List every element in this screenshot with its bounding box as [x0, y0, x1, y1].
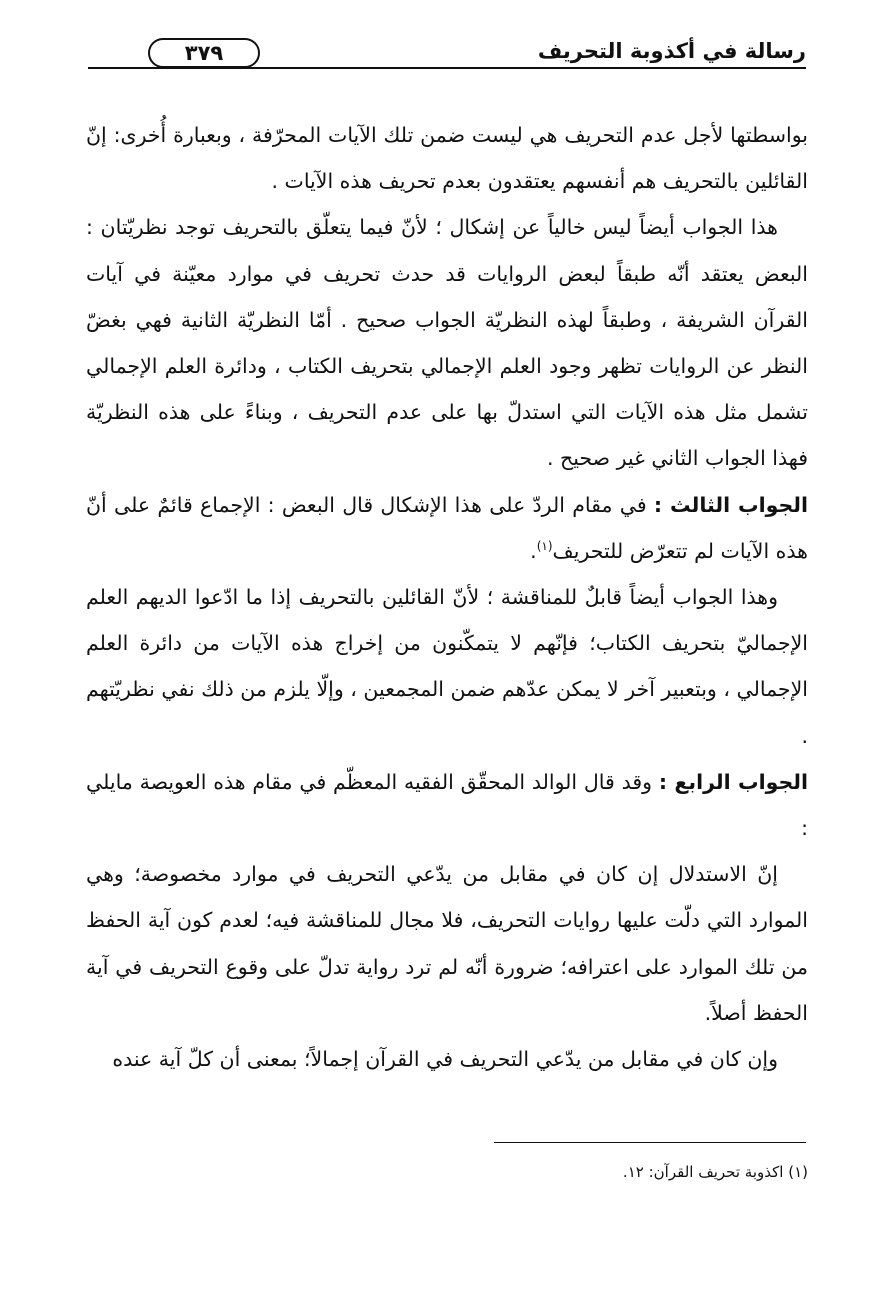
footnote-marker: (١) [536, 539, 553, 553]
third-answer-heading: الجواب الثالث : [653, 492, 808, 517]
page-header [88, 36, 806, 76]
footnote-1: (١) اكذوبة تحريف القرآن: ١٢. [622, 1163, 808, 1181]
paragraph-6: إنّ الاستدلال إن كان في مقابل من يدّعي التحريف في موارد مخصوصة؛ وهي الموارد التي دلّت عليها روايات التحريف، فلا مجال للمناقشة فيه؛ لعدم كون آية الحفظ من تلك الموارد على اعترافه؛ ضرورة أنّه لم ترد رواية تدلّ على وقوع التحريف في آية الحفظ أصلاً. [86, 862, 808, 1025]
paragraph-7: وإن كان في مقابل من يدّعي التحريف في القرآن إجمالاً؛ بمعنى أن كلّ آية عنده [112, 1047, 778, 1072]
paragraph-5 [86, 759, 808, 851]
fourth-answer-text: وقد قال الوالد المحقّق الفقيه المعظّم في مقام هذه العويصة مايلي : [86, 769, 808, 841]
paragraph-1: بواسطتها لأجل عدم التحريف هي ليست ضمن تلك الآيات المحرّفة ، وبعبارة أُخرى: إنّ القائلين بالتحريف هم أنفسهم يعتقدون بعدم تحريف هذه الآيات . [86, 123, 808, 194]
fourth-answer-heading: الجواب الرابع : [658, 769, 808, 794]
paragraph-4: وهذا الجواب أيضاً قابلٌ للمناقشة ؛ لأنّ القائلين بالتحريف إذا ما ادّعوا الديهم العلم الإجماليّ بتحريف الكتاب؛ فإنّهم لا يتمكّنون من إخراج هذه الآيات من دائرة العلم الإجمالي ، وبتعبير آخر لا يمكن عدّهم ضمن المجمعين ، وإلّا يلزم من ذلك نفي نظريّتهم . [86, 585, 808, 748]
third-answer-end: . [530, 538, 537, 563]
running-title: رسالة في أكذوبة التحريف [537, 39, 806, 63]
header-rule [88, 67, 806, 69]
third-answer-text: في مقام الردّ على هذا الإشكال قال البعض : الإجماع قائمٌ على أنّ هذه الآيات لم تتعرّض للتحريف [86, 492, 808, 563]
page-number: ٣٧٩ [148, 38, 260, 68]
paragraph-3 [86, 482, 808, 574]
footnote-separator [494, 1142, 806, 1143]
main-text [86, 112, 808, 1082]
paragraph-2: هذا الجواب أيضاً ليس خالياً عن إشكال ؛ لأنّ فيما يتعلّق بالتحريف توجد نظريّتان : البعض يعتقد أنّه طبقاً لبعض الروايات قد حدث تحريف في موارد معيّنة في آيات القرآن الشريفة ، وطبقاً لهذه النظريّة الجواب صحيح . أمّا النظريّة الثانية فهي بغضّ النظر عن الروايات تظهر وجود العلم الإجمالي بتحريف الكتاب ، ودائرة العلم الإجمالي تشمل مثل هذه الآيات التي استدلّ بها على عدم التحريف ، وبناءً على هذه النظريّة فهذا الجواب الثاني غير صحيح . [86, 215, 808, 471]
